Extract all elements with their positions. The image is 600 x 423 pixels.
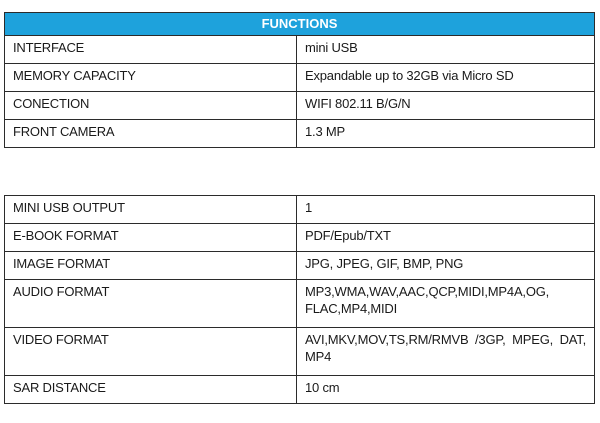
functions-header-row: [5, 13, 595, 36]
table-row: [5, 92, 595, 120]
row-label-sar-distance: SAR DISTANCE: [5, 376, 297, 404]
table-row: [5, 252, 595, 280]
row-label-memory-capacity: MEMORY CAPACITY: [5, 64, 297, 92]
row-value-conection: WIFI 802.11 B/G/N: [297, 92, 595, 120]
row-label-mini-usb-output: MINI USB OUTPUT: [5, 196, 297, 224]
table-row: [5, 224, 595, 252]
row-value-audio-format: MP3,WMA,WAV,AAC,QCP,MIDI,MP4A,OG, FLAC,MP4,MIDI: [297, 280, 595, 328]
functions-table: [4, 12, 595, 148]
table-row: [5, 36, 595, 64]
table-row: [5, 328, 595, 376]
row-label-interface: INTERFACE: [5, 36, 297, 64]
table-row: [5, 280, 595, 328]
row-value-image-format: JPG, JPEG, GIF, BMP, PNG: [297, 252, 595, 280]
table-row: [5, 376, 595, 404]
table-row: [5, 196, 595, 224]
row-label-ebook-format: E-BOOK FORMAT: [5, 224, 297, 252]
functions-title: FUNCTIONS: [5, 13, 595, 36]
row-value-memory-capacity: Expandable up to 32GB via Micro SD: [297, 64, 595, 92]
row-value-sar-distance: 10 cm: [297, 376, 595, 404]
row-value-mini-usb-output: 1: [297, 196, 595, 224]
row-label-image-format: IMAGE FORMAT: [5, 252, 297, 280]
row-value-interface: mini USB: [297, 36, 595, 64]
table-row: [5, 64, 595, 92]
row-label-front-camera: FRONT CAMERA: [5, 120, 297, 148]
row-label-conection: CONECTION: [5, 92, 297, 120]
row-value-video-format: AVI,MKV,MOV,TS,RM/RMVB /3GP, MPEG, DAT, MP4: [297, 328, 595, 376]
table-row: [5, 120, 595, 148]
row-value-ebook-format: PDF/Epub/TXT: [297, 224, 595, 252]
row-value-front-camera: 1.3 MP: [297, 120, 595, 148]
specs-table: [4, 195, 595, 404]
row-label-video-format: VIDEO FORMAT: [5, 328, 297, 376]
row-label-audio-format: AUDIO FORMAT: [5, 280, 297, 328]
